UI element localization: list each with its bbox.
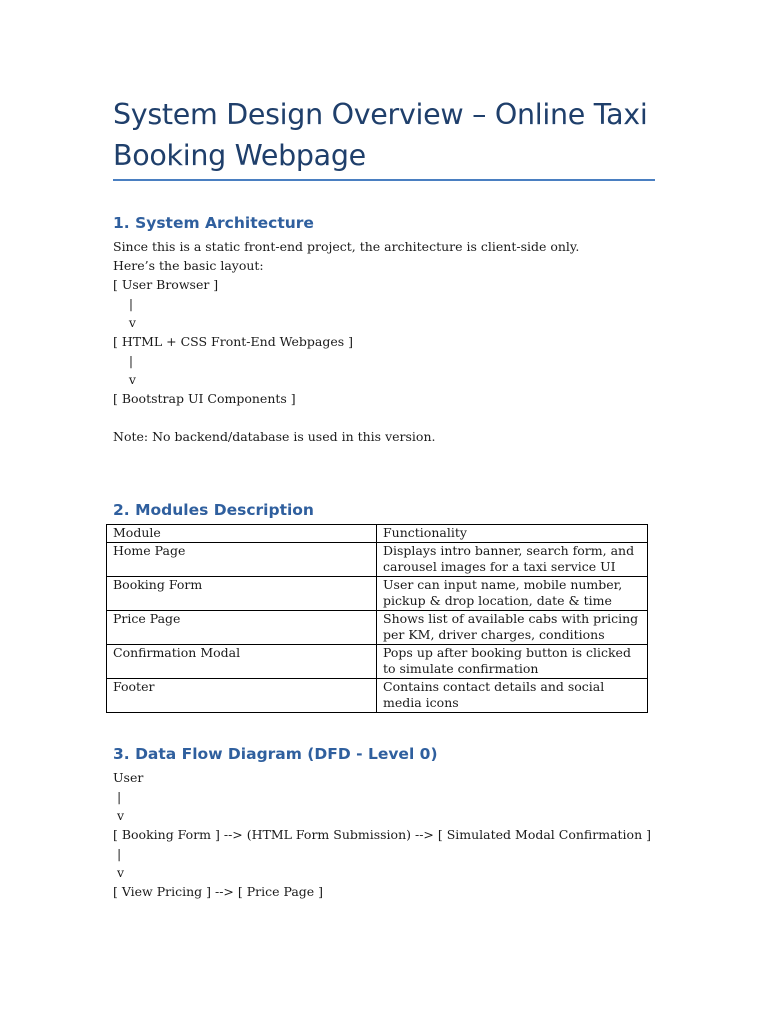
module-name-cell: Confirmation Modal: [107, 644, 377, 678]
table-header-functionality: Functionality: [377, 525, 648, 543]
text-line: v: [113, 372, 136, 387]
text-line: [ Bootstrap UI Components ]: [113, 391, 296, 406]
table-row: [107, 678, 648, 712]
text-line: Here’s the basic layout:: [113, 258, 264, 273]
module-name-cell: Price Page: [107, 610, 377, 644]
text-line: |: [113, 789, 122, 804]
text-line: User: [113, 770, 144, 785]
module-functionality-cell: Shows list of available cabs with pricing per KM, driver charges, conditions: [377, 610, 648, 644]
section-heading-dfd: 3. Data Flow Diagram (DFD - Level 0): [113, 745, 438, 763]
dfd-text: [113, 768, 651, 901]
table-header-row: [107, 525, 648, 543]
text-line: |: [113, 296, 134, 311]
table-header-module: Module: [107, 525, 377, 543]
table-row: [107, 610, 648, 644]
text-line: [ Booking Form ] --> (HTML Form Submission) --> [ Simulated Modal Confirmation ]: [113, 827, 651, 842]
module-functionality-cell: Contains contact details and social media icons: [377, 678, 648, 712]
title-underline: [113, 179, 655, 181]
module-name-cell: Home Page: [107, 542, 377, 576]
text-line: Note: No backend/database is used in this version.: [113, 429, 436, 444]
table-row: [107, 576, 648, 610]
table-row: [107, 542, 648, 576]
module-functionality-cell: Displays intro banner, search form, and carousel images for a taxi service UI: [377, 542, 648, 576]
text-line: [ HTML + CSS Front-End Webpages ]: [113, 334, 354, 349]
modules-table: [106, 524, 648, 713]
module-functionality-cell: User can input name, mobile number, pickup & drop location, date & time: [377, 576, 648, 610]
text-line: [ View Pricing ] --> [ Price Page ]: [113, 884, 324, 899]
module-functionality-cell: Pops up after booking button is clicked to simulate confirmation: [377, 644, 648, 678]
section-heading-architecture: 1. System Architecture: [113, 214, 314, 232]
module-name-cell: Booking Form: [107, 576, 377, 610]
text-line: v: [113, 808, 125, 823]
table-row: [107, 644, 648, 678]
module-name-cell: Footer: [107, 678, 377, 712]
text-line: |: [113, 353, 134, 368]
section-heading-modules: 2. Modules Description: [113, 501, 314, 519]
document-title: System Design Overview – Online Taxi Booking Webpage: [113, 98, 648, 172]
text-line: |: [113, 846, 122, 861]
text-line: [ User Browser ]: [113, 277, 219, 292]
text-line: v: [113, 315, 136, 330]
text-line: Since this is a static front-end project, the architecture is client-side only.: [113, 239, 580, 254]
architecture-text: [113, 237, 579, 446]
text-line: [113, 408, 579, 427]
text-line: v: [113, 865, 125, 880]
